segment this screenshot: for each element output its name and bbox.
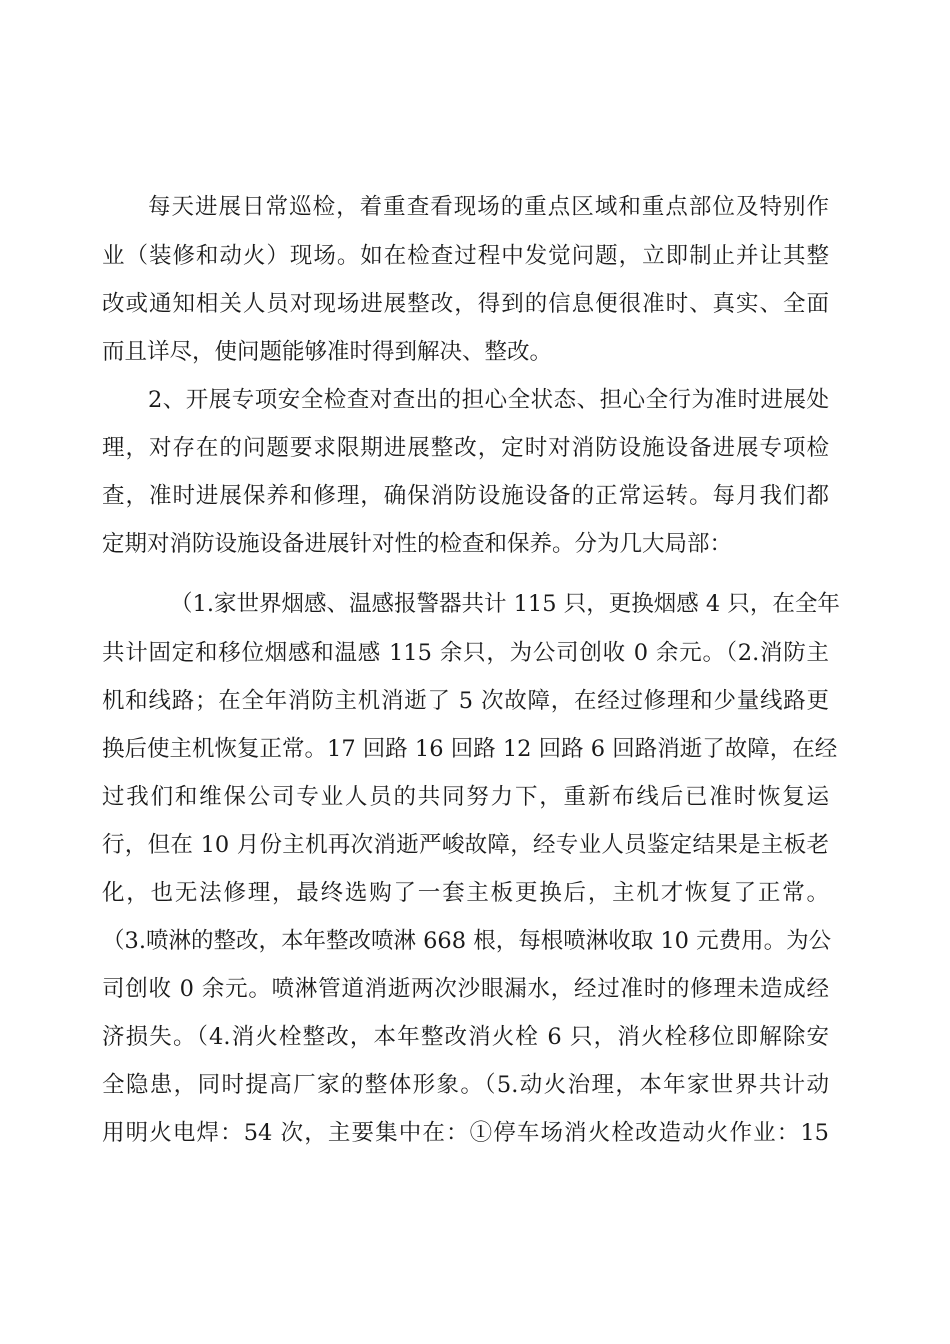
paragraph-3-line-2: 共计固定和移位烟感和温感 115 余只，为公司创收 0 余元。（2.消防主 (102, 640, 829, 666)
paragraph-2-line-3: 查，准时进展保养和修理，确保消防设施设备的正常运转。每月我们都 (102, 483, 829, 509)
paragraph-3-line-11: 全隐患，同时提高厂家的整体形象。（5.动火治理，本年家世界共计动 (102, 1072, 829, 1098)
paragraph-2-line-2: 理，对存在的问题要求限期进展整改，定时对消防设施设备进展专项检 (102, 435, 829, 461)
paragraph-2-line-4: 定期对消防设施设备进展针对性的检查和保养。分为几大局部： (102, 531, 733, 557)
paragraph-3-line-3: 机和线路；在全年消防主机消逝了 5 次故障，在经过修理和少量线路更 (102, 688, 829, 714)
paragraph-3-line-4: 换后使主机恢复正常。17 回路 16 回路 12 回路 6 回路消逝了故障，在经 (102, 736, 838, 762)
paragraph-3-line-10: 济损失。（4.消火栓整改，本年整改消火栓 6 只，消火栓移位即解除安 (102, 1024, 829, 1050)
paragraph-3-line-6: 行，但在 10 月份主机再次消逝严峻故障，经专业人员鉴定结果是主板老 (102, 832, 829, 858)
paragraph-1-line-3: 改或通知相关人员对现场进展整改，得到的信息便很准时、真实、全面 (102, 291, 829, 317)
paragraph-1-line-4: 而且详尽，使问题能够准时得到解决、整改。 (102, 339, 553, 365)
paragraph-3-line-12: 用明火电焊：54 次，主要集中在：①停车场消火栓改造动火作业：15 (102, 1120, 829, 1146)
paragraph-1-line-2: 业（装修和动火）现场。如在检查过程中发觉问题，立即制止并让其整 (102, 243, 829, 269)
paragraph-3-line-7: 化，也无法修理，最终选购了一套主板更换后，主机才恢复了正常。 (102, 880, 829, 906)
paragraph-2-line-1: 2、开展专项安全检查对查出的担心全状态、担心全行为准时进展处 (148, 387, 829, 413)
paragraph-3-line-9: 司创收 0 余元。喷淋管道消逝两次沙眼漏水，经过准时的修理未造成经 (102, 976, 829, 1002)
paragraph-3-line-1: （1.家世界烟感、温感报警器共计 115 只，更换烟感 4 只，在全年 (170, 591, 840, 617)
paragraph-1-line-1: 每天进展日常巡检，着重查看现场的重点区域和重点部位及特别作 (148, 194, 829, 220)
paragraph-3-line-5: 过我们和维保公司专业人员的共同努力下，重新布线后已准时恢复运 (102, 784, 829, 810)
paragraph-3-line-8: （3.喷淋的整改，本年整改喷淋 668 根，每根喷淋收取 10 元费用。为公 (102, 928, 832, 954)
